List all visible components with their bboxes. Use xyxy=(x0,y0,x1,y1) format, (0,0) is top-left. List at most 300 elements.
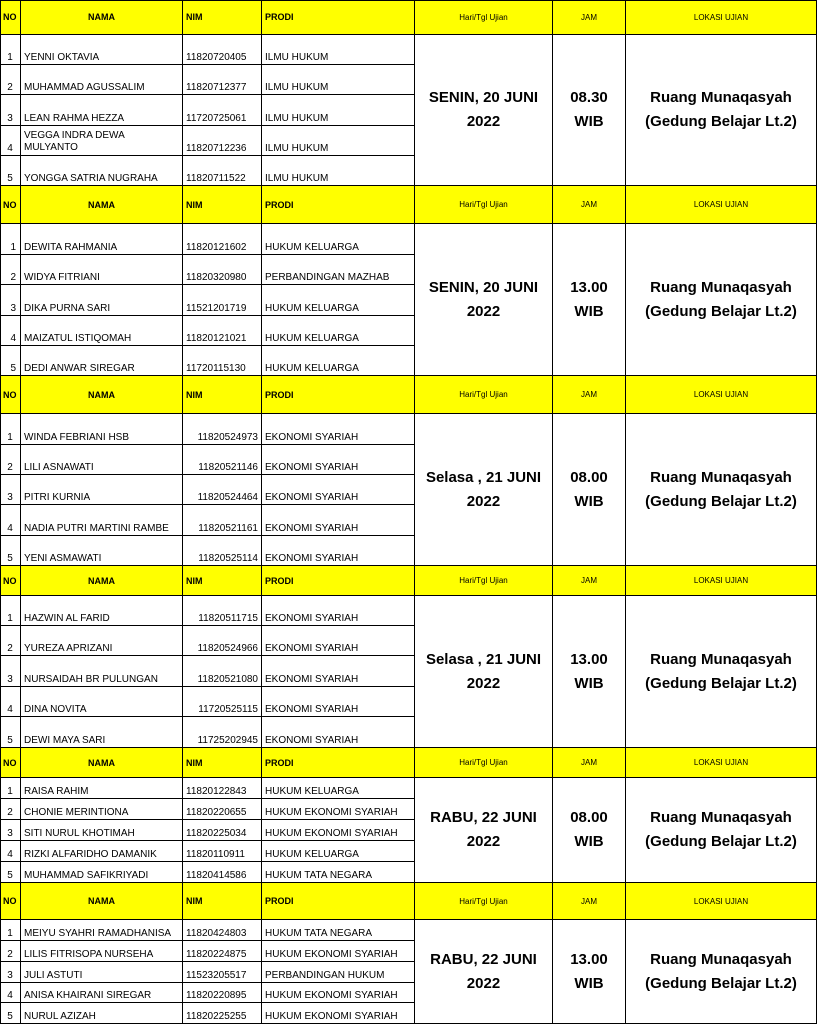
student-prodi xyxy=(262,224,415,255)
student-prodi-text: PERBANDINGAN MAZHAB xyxy=(265,272,390,283)
exam-date-line1: Selasa , 21 JUNI xyxy=(425,468,542,486)
student-name-text: VEGGA INDRA DEWA xyxy=(24,130,125,141)
exam-time-line1: 13.00 xyxy=(570,950,608,968)
header-hari-tgl-label: Hari/Tgl Ujian xyxy=(459,576,508,585)
student-nim-text: 11720725061 xyxy=(186,113,247,124)
student-prodi-text: EKONOMI SYARIAH xyxy=(265,432,359,443)
header-nama-label: NAMA xyxy=(88,12,115,22)
student-nim xyxy=(183,65,262,95)
student-nim xyxy=(183,536,262,566)
student-name xyxy=(21,778,183,799)
student-name xyxy=(21,1003,183,1024)
student-nim-text: 11820121021 xyxy=(186,333,247,344)
row-number-text: 1 xyxy=(7,786,13,797)
student-prodi-text: HUKUM KELUARGA xyxy=(265,363,359,374)
student-nim xyxy=(183,687,262,717)
student-name-text: MAIZATUL ISTIQOMAH xyxy=(24,333,132,344)
student-nim xyxy=(183,1003,262,1024)
student-name-text: PITRI KURNIA xyxy=(24,492,91,503)
student-prodi xyxy=(262,505,415,536)
exam-location xyxy=(626,920,817,1024)
header-no xyxy=(0,0,21,35)
student-name-text: RIZKI ALFARIDHO DAMANIK xyxy=(24,849,157,860)
student-nim xyxy=(183,717,262,748)
row-number-text: 5 xyxy=(7,553,13,564)
student-nim-text: 11820110911 xyxy=(186,849,245,860)
student-prodi-text: EKONOMI SYARIAH xyxy=(265,643,359,654)
exam-location-line2: (Gedung Belajar Lt.2) xyxy=(645,113,797,130)
student-nim-text: 11820511715 xyxy=(198,613,258,624)
student-name xyxy=(21,626,183,656)
student-prodi-text: HUKUM EKONOMI SYARIAH xyxy=(265,990,398,1001)
header-nama-label: NAMA xyxy=(88,575,115,586)
exam-time-line1: 08.00 xyxy=(570,809,608,826)
exam-date-line1: RABU, 22 JUNI xyxy=(430,809,537,826)
exam-time-line1: 08.30 xyxy=(570,89,608,106)
student-prodi xyxy=(262,983,415,1003)
header-nim xyxy=(183,0,262,35)
student-name-text: WIDYA FITRIANI xyxy=(24,272,100,283)
exam-date xyxy=(415,414,553,566)
student-name xyxy=(21,862,183,883)
student-name xyxy=(21,35,183,65)
exam-location-line1: Ruang Munaqasyah xyxy=(650,650,792,668)
student-prodi-text: EKONOMI SYARIAH xyxy=(265,492,359,503)
exam-location-line1: Ruang Munaqasyah xyxy=(650,278,792,296)
student-name-text: MEIYU SYAHRI RAMADHANISA xyxy=(24,928,172,939)
student-prodi-text: ILMU HUKUM xyxy=(265,82,329,93)
student-name-text: SITI NURUL KHOTIMAH xyxy=(24,828,135,839)
header-prodi-label: PRODI xyxy=(265,575,294,586)
exam-time xyxy=(553,920,626,1024)
student-nim xyxy=(183,920,262,941)
student-prodi xyxy=(262,717,415,748)
row-number-text: 3 xyxy=(7,828,13,839)
row-number-text: 2 xyxy=(7,949,13,960)
exam-location xyxy=(626,35,817,186)
exam-date-line1: Selasa , 21 JUNI xyxy=(425,650,542,668)
header-hari-tgl xyxy=(415,376,553,414)
row-number-text: 2 xyxy=(7,82,13,93)
student-nim xyxy=(183,316,262,346)
header-prodi xyxy=(262,748,415,778)
header-lokasi-label: LOKASI UJIAN xyxy=(693,576,749,585)
exam-date-line1: RABU, 22 JUNI xyxy=(430,950,537,968)
student-name xyxy=(21,920,183,941)
header-nim-label: NIM xyxy=(186,389,203,400)
header-prodi xyxy=(262,0,415,35)
student-name-text: MUHAMMAD SAFIKRIYADI xyxy=(24,870,149,881)
row-number xyxy=(0,346,21,376)
row-number xyxy=(0,35,21,65)
student-name-text: JULI ASTUTI xyxy=(24,970,83,981)
student-nim-text: 11820320980 xyxy=(186,272,247,283)
student-prodi-text: HUKUM KELUARGA xyxy=(265,786,359,797)
exam-date xyxy=(415,224,553,376)
header-prodi-label: PRODI xyxy=(265,389,294,400)
header-prodi-label: PRODI xyxy=(265,12,294,22)
student-name-text: YUREZA APRIZANI xyxy=(24,643,113,654)
student-nim-text: 11720525115 xyxy=(198,704,258,715)
row-number xyxy=(0,941,21,962)
student-nim-text: 11820521080 xyxy=(197,674,258,685)
header-prodi xyxy=(262,186,415,224)
row-number-text: 3 xyxy=(7,113,13,124)
student-prodi xyxy=(262,65,415,95)
student-name xyxy=(21,536,183,566)
student-prodi-text: HUKUM TATA NEGARA xyxy=(265,928,373,939)
student-nim xyxy=(183,126,262,156)
header-hari-tgl xyxy=(415,566,553,596)
exam-date-line2: 2022 xyxy=(466,302,501,320)
student-name-text: DIKA PURNA SARI xyxy=(24,303,111,314)
header-nim-label: NIM xyxy=(186,12,203,22)
student-name xyxy=(21,983,183,1003)
header-lokasi xyxy=(626,376,817,414)
student-prodi-text: ILMU HUKUM xyxy=(265,113,329,124)
header-lokasi-label: LOKASI UJIAN xyxy=(693,12,749,22)
exam-time-line1: 13.00 xyxy=(570,278,608,296)
header-nama xyxy=(21,883,183,920)
exam-time-line1: 08.00 xyxy=(570,468,608,486)
student-prodi-text: EKONOMI SYARIAH xyxy=(265,523,359,534)
header-no-label: NO xyxy=(3,757,17,768)
student-prodi-text: HUKUM KELUARGA xyxy=(265,303,359,314)
student-prodi-text: EKONOMI SYARIAH xyxy=(265,735,359,746)
student-nim-text: 11820224875 xyxy=(186,949,247,960)
student-name xyxy=(21,820,183,841)
student-nim-text: 11720115130 xyxy=(186,363,246,374)
exam-location-line2: (Gedung Belajar Lt.2) xyxy=(645,674,797,692)
student-nim-text: 11820424803 xyxy=(186,928,247,939)
exam-location xyxy=(626,414,817,566)
student-name xyxy=(21,156,183,186)
header-nama xyxy=(21,0,183,35)
student-prodi xyxy=(262,941,415,962)
student-name-text: MUHAMMAD AGUSSALIM xyxy=(24,82,145,93)
student-prodi xyxy=(262,841,415,862)
row-number xyxy=(0,156,21,186)
header-no-label: NO xyxy=(3,199,17,210)
header-jam-label: JAM xyxy=(581,390,597,399)
exam-location-line1: Ruang Munaqasyah xyxy=(650,89,792,106)
header-nama xyxy=(21,748,183,778)
exam-location xyxy=(626,596,817,748)
student-prodi xyxy=(262,316,415,346)
row-number-text: 5 xyxy=(7,173,13,184)
row-number xyxy=(0,799,21,820)
student-prodi xyxy=(262,126,415,156)
student-prodi xyxy=(262,95,415,126)
student-nim-text: 11820711522 xyxy=(186,173,246,184)
exam-time-line2: WIB xyxy=(574,492,604,510)
row-number xyxy=(0,962,21,983)
exam-time xyxy=(553,414,626,566)
row-number xyxy=(0,596,21,626)
header-jam-label: JAM xyxy=(581,758,597,767)
exam-date-line2: 2022 xyxy=(466,974,501,992)
row-number xyxy=(0,445,21,475)
student-prodi xyxy=(262,255,415,285)
exam-location xyxy=(626,224,817,376)
header-nama-label: NAMA xyxy=(88,389,115,400)
student-nim-text: 11820220895 xyxy=(186,990,247,1001)
header-nama xyxy=(21,186,183,224)
exam-date-line1: SENIN, 20 JUNI xyxy=(428,89,539,106)
exam-location-line1: Ruang Munaqasyah xyxy=(650,950,792,968)
student-nim xyxy=(183,255,262,285)
student-nim xyxy=(183,346,262,376)
header-jam-label: JAM xyxy=(581,12,597,22)
exam-time-line1: 13.00 xyxy=(570,650,608,668)
student-nim xyxy=(183,505,262,536)
student-nim xyxy=(183,656,262,687)
row-number xyxy=(0,95,21,126)
row-number-text: 1 xyxy=(10,242,16,253)
header-hari-tgl-label: Hari/Tgl Ujian xyxy=(459,758,508,767)
row-number-text: 5 xyxy=(7,735,13,746)
student-name-text: NURUL AZIZAH xyxy=(24,1011,96,1022)
student-prodi-text: EKONOMI SYARIAH xyxy=(265,674,359,685)
student-prodi-text: ILMU HUKUM xyxy=(265,173,329,184)
row-number xyxy=(0,126,21,156)
row-number xyxy=(0,820,21,841)
student-prodi xyxy=(262,35,415,65)
exam-time-line2: WIB xyxy=(574,674,604,692)
row-number-text: 4 xyxy=(7,990,13,1001)
header-jam-label: JAM xyxy=(581,896,597,906)
header-nim-label: NIM xyxy=(186,575,203,586)
student-prodi xyxy=(262,536,415,566)
student-nim xyxy=(183,285,262,316)
student-name-text: DEWITA RAHMANIA xyxy=(24,242,118,253)
student-name xyxy=(21,941,183,962)
row-number-text: 4 xyxy=(7,704,13,715)
header-no-label: NO xyxy=(3,12,17,22)
header-lokasi xyxy=(626,748,817,778)
student-nim-text: 11820225034 xyxy=(186,828,247,839)
student-nim xyxy=(183,35,262,65)
student-name xyxy=(21,285,183,316)
header-hari-tgl-label: Hari/Tgl Ujian xyxy=(459,896,508,906)
student-name-text: LILIS FITRISOPA NURSEHA xyxy=(24,949,154,960)
row-number-text: 4 xyxy=(7,849,13,860)
header-prodi-label: PRODI xyxy=(265,896,294,906)
student-prodi-text: HUKUM KELUARGA xyxy=(265,849,359,860)
student-nim xyxy=(183,778,262,799)
row-number-text: 5 xyxy=(7,870,13,881)
student-nim xyxy=(183,475,262,505)
exam-time-line2: WIB xyxy=(574,974,604,992)
exam-time xyxy=(553,35,626,186)
row-number-text: 1 xyxy=(7,613,13,624)
header-nim-label: NIM xyxy=(186,757,203,768)
header-lokasi-label: LOKASI UJIAN xyxy=(693,200,749,209)
row-number-text: 4 xyxy=(7,523,13,534)
header-jam xyxy=(553,748,626,778)
exam-date-line2: 2022 xyxy=(466,113,501,130)
header-hari-tgl xyxy=(415,883,553,920)
student-nim xyxy=(183,841,262,862)
header-jam xyxy=(553,883,626,920)
row-number-text: 4 xyxy=(7,143,13,154)
row-number-text: 5 xyxy=(10,363,16,374)
header-nama-label: NAMA xyxy=(88,199,115,210)
student-prodi-text: HUKUM EKONOMI SYARIAH xyxy=(265,1011,398,1022)
header-hari-tgl xyxy=(415,748,553,778)
exam-date xyxy=(415,596,553,748)
student-prodi-text: HUKUM EKONOMI SYARIAH xyxy=(265,807,398,818)
student-name xyxy=(21,687,183,717)
row-number-text: 3 xyxy=(7,492,13,503)
student-name-text-line2: MULYANTO xyxy=(24,142,78,153)
student-prodi xyxy=(262,820,415,841)
student-prodi xyxy=(262,862,415,883)
row-number xyxy=(0,1003,21,1024)
student-nim-text: 11820524966 xyxy=(197,643,258,654)
student-name-text: NURSAIDAH BR PULUNGAN xyxy=(24,674,158,685)
student-name xyxy=(21,475,183,505)
student-nim-text: 11725202945 xyxy=(197,735,258,746)
row-number xyxy=(0,656,21,687)
header-jam-label: JAM xyxy=(581,576,597,585)
student-nim-text: 11820220655 xyxy=(186,807,247,818)
row-number xyxy=(0,475,21,505)
header-nim-label: NIM xyxy=(186,896,203,906)
header-nim xyxy=(183,186,262,224)
student-prodi xyxy=(262,414,415,445)
student-nim xyxy=(183,414,262,445)
student-name-text: DEDI ANWAR SIREGAR xyxy=(24,363,135,374)
student-nim-text: 11820121602 xyxy=(186,242,247,253)
row-number-text: 1 xyxy=(7,52,13,63)
student-nim-text: 11820521146 xyxy=(198,462,258,473)
student-nim-text: 11820712236 xyxy=(186,143,247,154)
header-nama xyxy=(21,376,183,414)
student-nim xyxy=(183,224,262,255)
student-nim xyxy=(183,626,262,656)
row-number xyxy=(0,920,21,941)
student-name xyxy=(21,445,183,475)
student-name-text: YENI ASMAWATI xyxy=(24,553,102,564)
header-jam xyxy=(553,186,626,224)
header-nama-label: NAMA xyxy=(88,757,115,768)
header-lokasi xyxy=(626,883,817,920)
header-prodi xyxy=(262,566,415,596)
exam-time xyxy=(553,224,626,376)
student-prodi xyxy=(262,778,415,799)
row-number xyxy=(0,626,21,656)
student-nim xyxy=(183,820,262,841)
header-prodi-label: PRODI xyxy=(265,757,294,768)
header-no xyxy=(0,376,21,414)
header-hari-tgl-label: Hari/Tgl Ujian xyxy=(459,12,508,22)
student-name-text: DINA NOVITA xyxy=(24,704,87,715)
student-prodi xyxy=(262,962,415,983)
student-prodi xyxy=(262,1003,415,1024)
exam-location-line2: (Gedung Belajar Lt.2) xyxy=(645,492,797,510)
student-prodi xyxy=(262,285,415,316)
exam-time xyxy=(553,778,626,883)
exam-location-line2: (Gedung Belajar Lt.2) xyxy=(645,974,797,992)
student-name xyxy=(21,316,183,346)
exam-date-line2: 2022 xyxy=(466,833,501,850)
row-number xyxy=(0,841,21,862)
student-prodi xyxy=(262,626,415,656)
student-prodi xyxy=(262,445,415,475)
student-name-text: LEAN RAHMA HEZZA xyxy=(24,113,125,124)
row-number xyxy=(0,687,21,717)
student-name-text: LILI ASNAWATI xyxy=(24,462,94,473)
student-nim xyxy=(183,95,262,126)
exam-time-line2: WIB xyxy=(574,833,604,850)
student-prodi-text: EKONOMI SYARIAH xyxy=(265,462,359,473)
student-name xyxy=(21,414,183,445)
row-number-text: 3 xyxy=(10,303,16,314)
header-nim xyxy=(183,376,262,414)
row-number xyxy=(0,65,21,95)
student-prodi xyxy=(262,799,415,820)
student-nim-text: 11820525114 xyxy=(198,553,258,564)
student-prodi xyxy=(262,475,415,505)
student-nim xyxy=(183,596,262,626)
row-number-text: 5 xyxy=(7,1011,13,1022)
header-no-label: NO xyxy=(3,389,17,400)
row-number-text: 4 xyxy=(10,333,16,344)
header-lokasi xyxy=(626,186,817,224)
header-no xyxy=(0,883,21,920)
student-prodi xyxy=(262,156,415,186)
student-name xyxy=(21,596,183,626)
header-hari-tgl xyxy=(415,0,553,35)
student-name-text: RAISA RAHIM xyxy=(24,786,89,797)
exam-location-line2: (Gedung Belajar Lt.2) xyxy=(645,833,797,850)
student-nim xyxy=(183,156,262,186)
student-prodi-text: ILMU HUKUM xyxy=(265,52,329,63)
student-nim-text: 11820720405 xyxy=(186,52,247,63)
exam-date-line1: SENIN, 20 JUNI xyxy=(428,278,539,296)
row-number-text: 3 xyxy=(7,970,13,981)
student-nim-text: 11521201719 xyxy=(186,303,247,314)
row-number-text: 1 xyxy=(7,928,13,939)
header-lokasi-label: LOKASI UJIAN xyxy=(693,896,749,906)
row-number-text: 3 xyxy=(7,674,13,685)
student-prodi-text: HUKUM EKONOMI SYARIAH xyxy=(265,949,398,960)
student-name xyxy=(21,255,183,285)
header-nama xyxy=(21,566,183,596)
row-number-text: 2 xyxy=(7,643,13,654)
student-name xyxy=(21,717,183,748)
exam-location xyxy=(626,778,817,883)
student-name-text: NADIA PUTRI MARTINI RAMBE xyxy=(24,523,169,534)
row-number-text: 2 xyxy=(7,807,13,818)
row-number xyxy=(0,414,21,445)
header-jam xyxy=(553,566,626,596)
header-nim-label: NIM xyxy=(186,199,203,210)
student-name xyxy=(21,656,183,687)
exam-time-line2: WIB xyxy=(574,302,604,320)
exam-location-line2: (Gedung Belajar Lt.2) xyxy=(645,302,797,320)
header-lokasi xyxy=(626,0,817,35)
row-number xyxy=(0,316,21,346)
student-nim xyxy=(183,445,262,475)
row-number xyxy=(0,717,21,748)
student-nim xyxy=(183,862,262,883)
student-prodi xyxy=(262,920,415,941)
student-nim-text: 11820524464 xyxy=(197,492,258,503)
row-number xyxy=(0,983,21,1003)
student-nim-text: 11820524973 xyxy=(197,432,258,443)
